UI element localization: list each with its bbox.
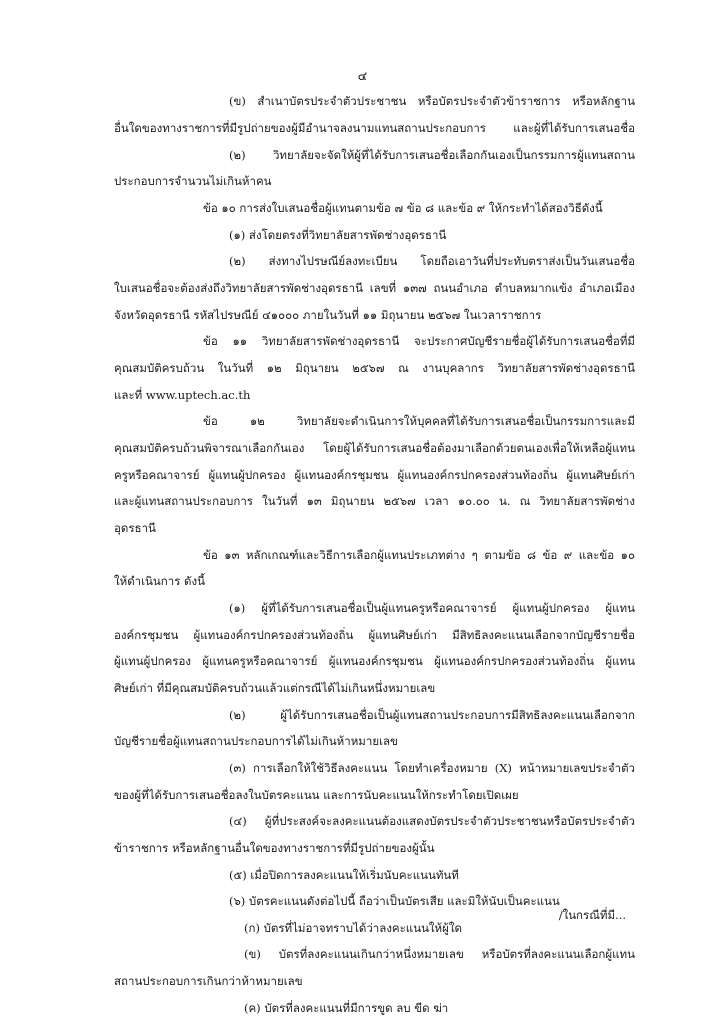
text-line: (ข) บัตรที่ลงคะแนนเกินกว่าหนึ่งหมายเลข หรือบัตรที่ลงคะแนนเลือกผู้แทน: [244, 947, 635, 961]
text-line: (๔) ผู้ที่ประสงค์จะลงคะแนนต้องแสดงบัตรประจำตัวประชาชนหรือบัตรประจำตัว: [229, 814, 635, 828]
text-line: (๓) การเลือกให้ใช้วิธีลงคะแนน โดยทำเครื่องหมาย (X) หน้าหมายเลขประจำตัว: [229, 761, 635, 775]
text-line: (๒) ผู้ได้รับการเสนอชื่อเป็นผู้แทนสถานประกอบการมีสิทธิลงคะแนนเลือกจาก: [229, 708, 635, 722]
text-line: ให้ดำเนินการ ดังนี้: [114, 574, 205, 588]
text-line: ใบเสนอชื่อจะต้องส่งถึงวิทยาลัยสารพัดช่างอุดรธานี เลขที่ ๑๓๗ ถนนอำเภอ ตำบลหมากแข้ง อำเภอเมือง: [114, 281, 635, 295]
text-line: ผู้แทนผู้ปกครอง ผู้แทนครูหรือคณาจารย์ ผู้แทนองค์กรชุมชน ผู้แทนองค์กรปกครองส่วนท้องถิ่น ผู้แทน: [114, 654, 635, 668]
text-line: อื่นใดของทางราชการที่มีรูปถ่ายของผู้มีอำนาจลงนามแทนสถานประกอบการ และผู้ที่ได้รับการเสนอชื่อ: [114, 121, 635, 135]
text-line: และผู้แทนสถานประกอบการ ในวันที่ ๑๓ มิถุนายน ๒๕๖๗ เวลา ๑๐.๐๐ น. ณ วิทยาลัยสารพัดช่าง: [114, 494, 635, 508]
text-line: (๒) ส่งทางไปรษณีย์ลงทะเบียน โดยถือเอาวันที่ประทับตราส่งเป็นวันเสนอชื่อ: [229, 254, 635, 268]
continuation-note: /ในกรณีที่มี...: [558, 908, 626, 922]
text-line: อุดรธานี: [114, 521, 156, 535]
text-line: ข้อ ๑๐ การส่งใบเสนอชื่อผู้แทนตามข้อ ๗ ข้อ ๘ และข้อ ๙ ให้กระทำได้สองวิธีดังนี้: [203, 201, 603, 215]
text-line: (๑) ส่งโดยตรงที่วิทยาลัยสารพัดช่างอุดรธานี: [229, 228, 447, 242]
text-line: (๒) วิทยาลัยจะจัดให้ผู้ที่ได้รับการเสนอชื่อเลือกกันเองเป็นกรรมการผู้แทนสถาน: [229, 148, 635, 162]
text-line: ครูหรือคณาจารย์ ผู้แทนผู้ปกครอง ผู้แทนองค์กรชุมชน ผู้แทนองค์กรปกครองส่วนท้องถิ่น ผู้แทนศิษย์เก่า: [114, 468, 635, 482]
text-line: (ข) สำเนาบัตรประจำตัวประชาชน หรือบัตรประจำตัวข้าราชการ หรือหลักฐาน: [229, 94, 635, 108]
text-line: ข้อ ๑๓ หลักเกณฑ์และวิธีการเลือกผู้แทนประเภทต่าง ๆ ตามข้อ ๘ ข้อ ๙ และข้อ ๑๐: [203, 548, 635, 562]
text-line: จังหวัดอุดรธานี รหัสไปรษณีย์ ๔๑๐๐๐ ภายในวันที่ ๑๑ มิถุนายน ๒๕๖๗ ในเวลาราชการ: [114, 308, 542, 322]
text-line: ข้อ ๑๒ วิทยาลัยจะดำเนินการให้บุคคลที่ได้รับการเสนอชื่อเป็นกรรมการและมี: [203, 414, 635, 428]
text-line: (๖) บัตรคะแนนดังต่อไปนี้ ถือว่าเป็นบัตรเสีย และมิให้นับเป็นคะแนน: [229, 894, 560, 908]
text-line: สถานประกอบการเกินกว่าห้าหมายเลข: [114, 974, 303, 988]
text-line: (ก) บัตรที่ไม่อาจทราบได้ว่าลงคะแนนให้ผู้ใด: [244, 921, 462, 935]
text-line: (๕) เมื่อปิดการลงคะแนนให้เริ่มนับคะแนนทันที: [229, 868, 459, 882]
text-line: บัญชีรายชื่อผู้แทนสถานประกอบการได้ไม่เกินห้าหมายเลข: [114, 734, 398, 748]
text-line: คุณสมบัติครบถ้วนพิจารณาเลือกกันเอง โดยผู้ได้รับการเสนอชื่อต้องมาเลือกด้วยตนเองเพื่อให้เหลือผู้แทน: [114, 441, 635, 455]
text-line: (ค) บัตรที่ลงคะแนนที่มีการขูด ลบ ขีด ฆ่า: [244, 1001, 449, 1015]
text-line: ของผู้ที่ได้รับการเสนอชื่อลงในบัตรคะแนน และการนับคะแนนให้กระทำโดยเปิดเผย: [114, 788, 519, 802]
text-line: (๑) ผู้ที่ได้รับการเสนอชื่อเป็นผู้แทนครูหรือคณาจารย์ ผู้แทนผู้ปกครอง ผู้แทน: [229, 601, 635, 615]
text-line: คุณสมบัติครบถ้วน ในวันที่ ๑๒ มิถุนายน ๒๕๖๗ ณ งานบุคลากร วิทยาลัยสารพัดช่างอุดรธานี: [114, 361, 635, 375]
text-line: และที่ www.uptech.ac.th: [114, 388, 251, 402]
page-number: ๔: [357, 68, 368, 83]
text-line: ข้อ ๑๑ วิทยาลัยสารพัดช่างอุดรธานี จะประกาศบัญชีรายชื่อผู้ได้รับการเสนอชื่อที่มี: [203, 334, 635, 348]
text-line: ศิษย์เก่า ที่มีคุณสมบัติครบถ้วนแล้วแต่กรณีได้ไม่เกินหนึ่งหมายเลข: [114, 681, 436, 695]
text-line: ประกอบการจำนวนไม่เกินห้าคน: [114, 174, 272, 188]
text-line: องค์กรชุมชน ผู้แทนองค์กรปกครองส่วนท้องถิ่น ผู้แทนศิษย์เก่า มีสิทธิลงคะแนนเลือกจากบัญชีรายชื่อ: [114, 628, 635, 642]
text-line: ข้าราชการ หรือหลักฐานอื่นใดของทางราชการที่มีรูปถ่ายของผู้นั้น: [114, 841, 435, 855]
